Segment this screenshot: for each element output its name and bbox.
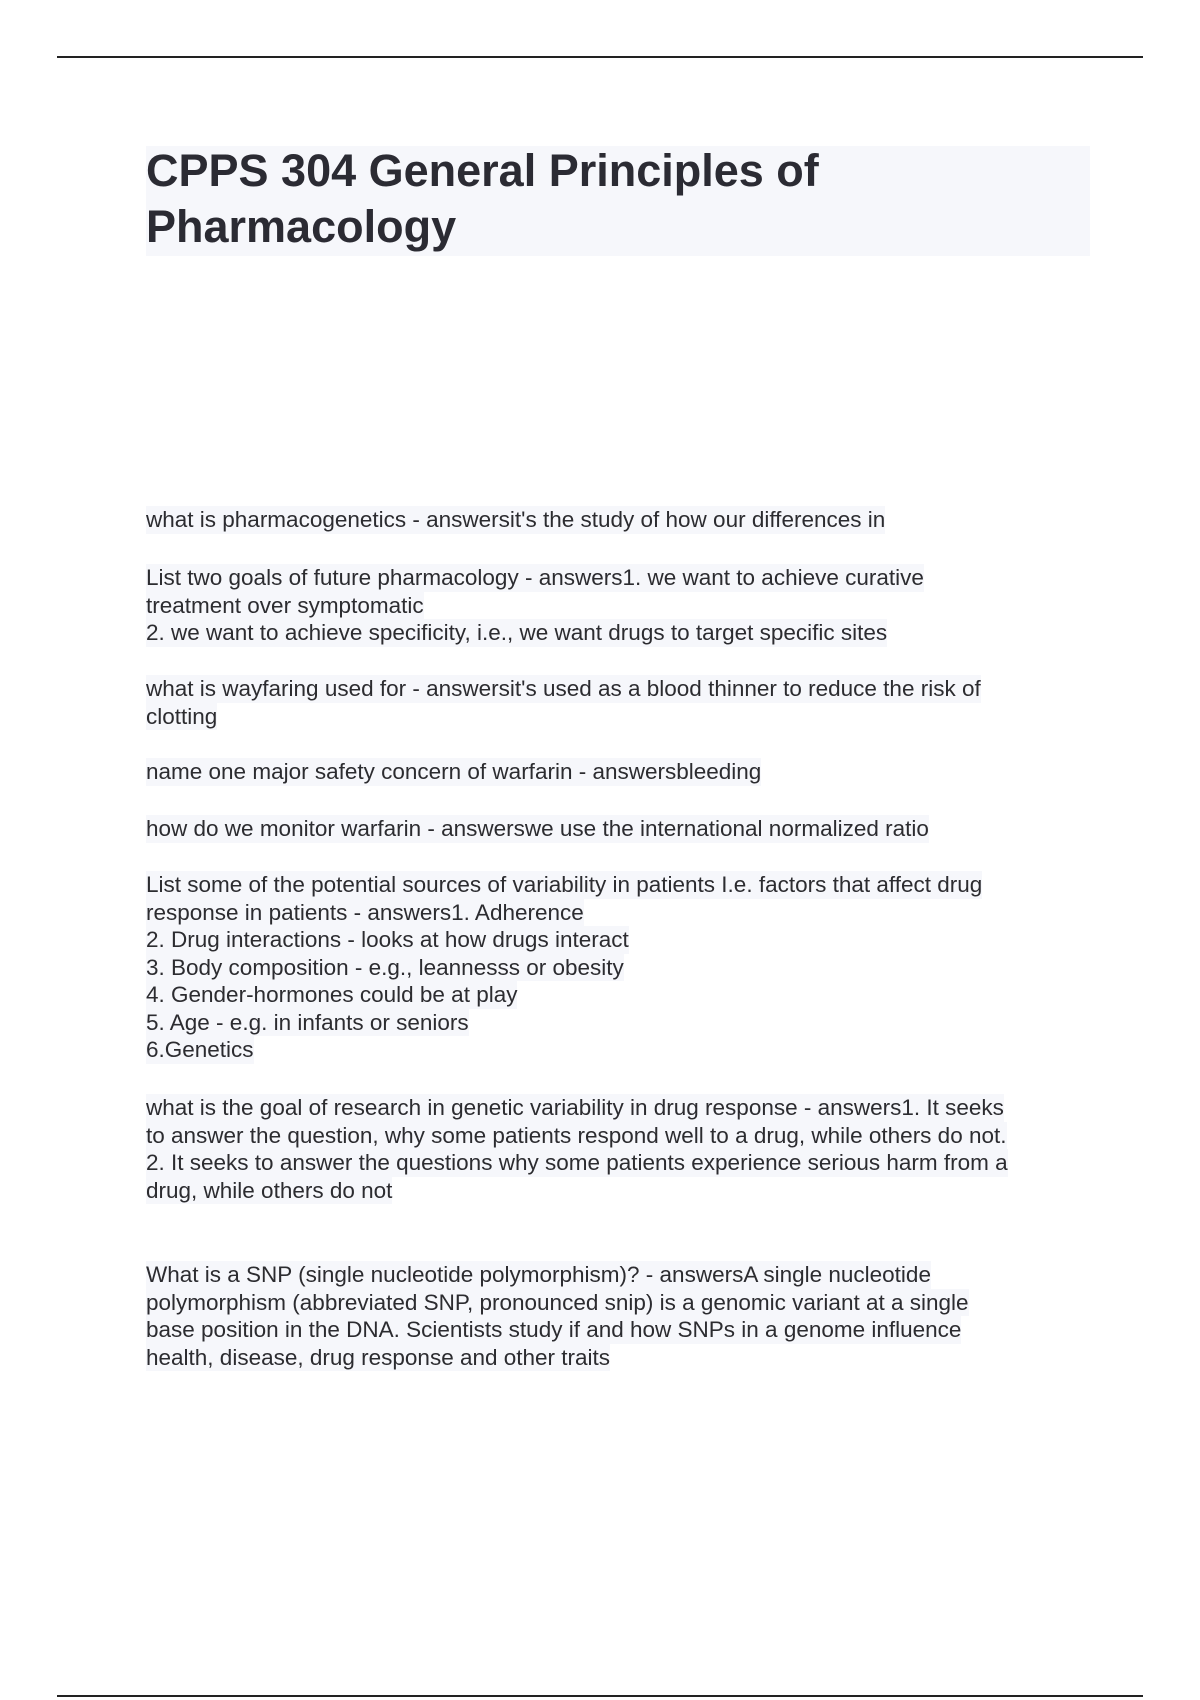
qa-line: 5. Age - e.g. in infants or seniors [146, 1009, 469, 1035]
qa-line: to answer the question, why some patients respond well to a drug, while others do not. [146, 1122, 1007, 1148]
qa-item [146, 815, 929, 843]
qa-line: what is wayfaring used for - answersit's used as a blood thinner to reduce the risk of [146, 676, 981, 701]
qa-line: clotting [146, 703, 218, 729]
qa-item [146, 1261, 969, 1371]
qa-line: drug, while others do not [146, 1177, 393, 1203]
top-rule [57, 56, 1143, 58]
qa-line: health, disease, drug response and other traits [146, 1344, 611, 1370]
qa-line: treatment over symptomatic [146, 592, 424, 618]
qa-line: what is pharmacogenetics - answersit's the study of how our differences in [146, 507, 886, 532]
qa-line: 2. we want to achieve specificity, i.e., we want drugs to target specific sites [146, 620, 888, 645]
bottom-rule [57, 1695, 1143, 1697]
qa-line: 6.Genetics [146, 1037, 254, 1062]
qa-line: how do we monitor warfarin - answerswe use the international normalized ratio [146, 816, 929, 841]
qa-line: 2. Drug interactions - looks at how drugs interact [146, 927, 629, 952]
qa-line: base position in the DNA. Scientists study if and how SNPs in a genome influence [146, 1317, 962, 1342]
page-title [146, 143, 926, 255]
qa-line: List two goals of future pharmacology - answers1. we want to achieve curative [146, 565, 924, 590]
qa-line: 2. It seeks to answer the questions why some patients experience serious harm from a [146, 1150, 1008, 1175]
qa-line: response in patients - answers1. Adherence [146, 899, 584, 925]
qa-line: what is the goal of research in genetic variability in drug response - answers1. It seeks [146, 1095, 1004, 1120]
qa-item [146, 675, 981, 730]
qa-item [146, 1094, 1008, 1204]
qa-item [146, 871, 982, 1064]
qa-item [146, 758, 761, 786]
qa-line: 4. Gender-hormones could be at play [146, 982, 518, 1007]
qa-line: polymorphism (abbreviated SNP, pronounced snip) is a genomic variant at a single [146, 1289, 969, 1315]
qa-item [146, 564, 924, 647]
title-line-1: CPPS 304 General Principles of [146, 145, 819, 196]
title-line-2: Pharmacology [146, 201, 457, 252]
qa-line: What is a SNP (single nucleotide polymorphism)? - answersA single nucleotide [146, 1262, 931, 1287]
qa-line: 3. Body composition - e.g., leannesss or obesity [146, 954, 624, 980]
qa-line: List some of the potential sources of variability in patients I.e. factors that affect drug [146, 872, 983, 897]
qa-line: name one major safety concern of warfarin - answersbleeding [146, 759, 762, 784]
qa-item [146, 506, 885, 534]
